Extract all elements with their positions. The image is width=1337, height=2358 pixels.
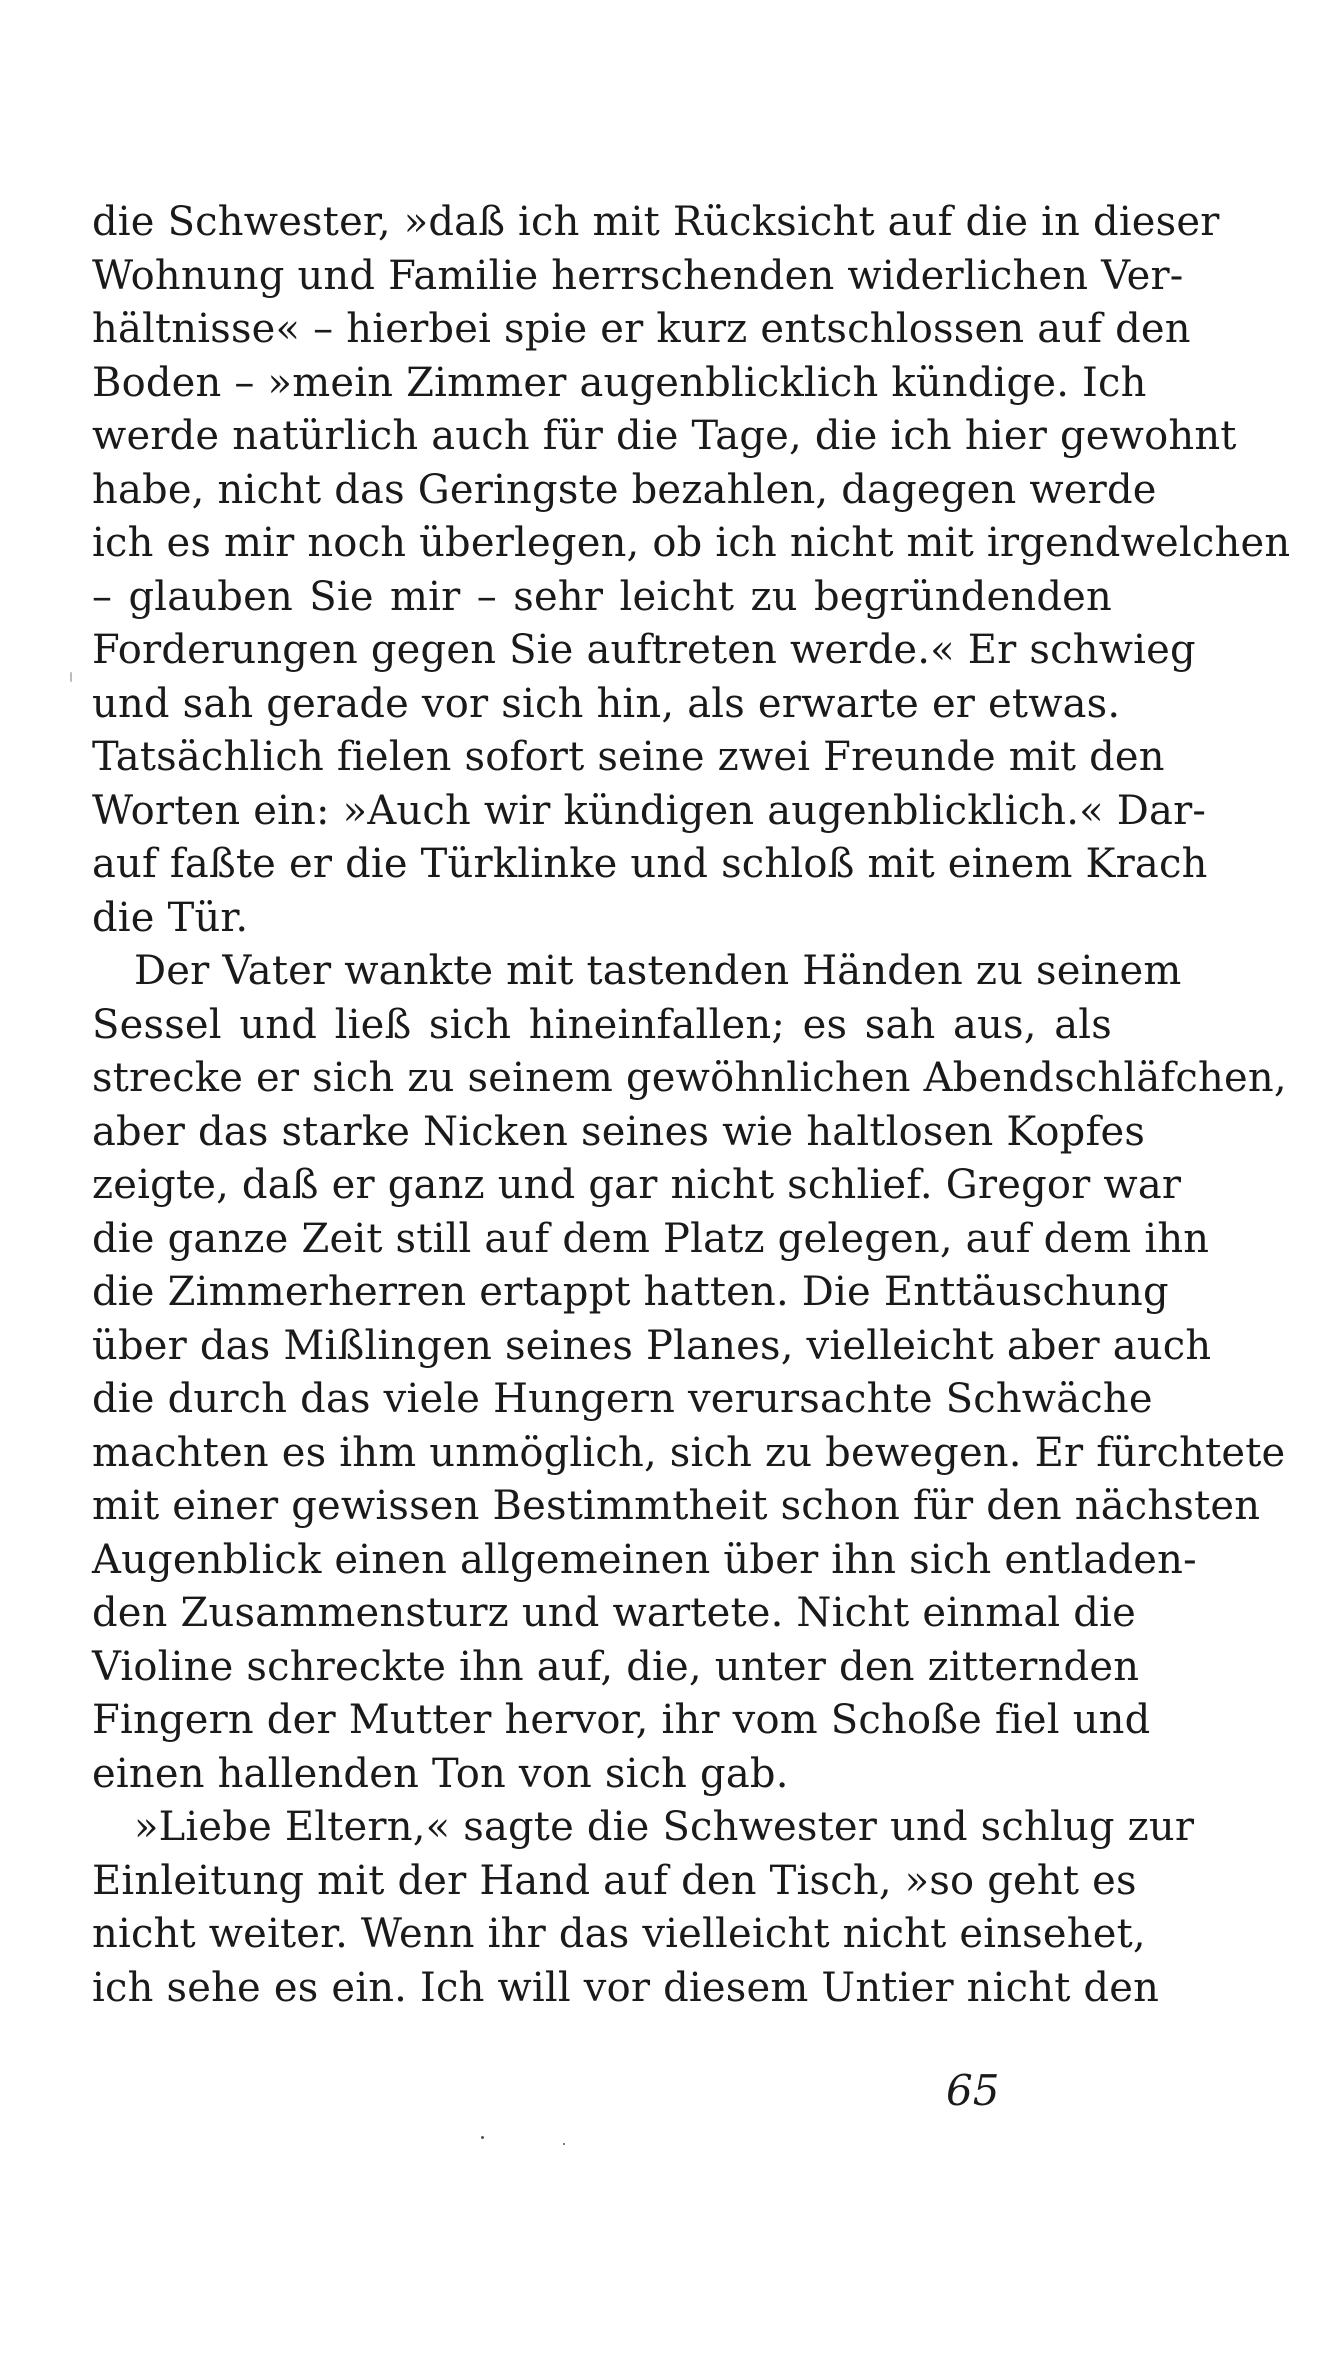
text-line: mit einer gewissen Bestimmtheit schon für den nächsten	[92, 1483, 1261, 1529]
text-line: strecke er sich zu seinem gewöhnlichen Abendschläfchen,	[92, 1055, 1287, 1101]
paragraph	[92, 945, 1287, 1801]
text-line: Einleitung mit der Hand auf den Tisch, »so geht es	[92, 1857, 1137, 1904]
text-line: die Zimmerherren ertappt hatten. Die Enttäuschung	[92, 1269, 1169, 1315]
text-line: aber das starke Nicken seines wie haltlosen Kopfes	[92, 1108, 1146, 1155]
paragraph	[92, 1801, 1195, 2015]
text-line: werde natürlich auch für die Tage, die ich hier gewohnt	[92, 413, 1237, 459]
text-line: Boden – »mein Zimmer augenblicklich kündige. Ich	[92, 359, 1147, 406]
text-line: einen hallenden Ton von sich gab.	[92, 1750, 789, 1797]
page-number: 65	[946, 2066, 1000, 2115]
paper-speck	[481, 2136, 484, 2139]
text-line: Fingern der Mutter hervor, ihr vom Schoße fiel und	[92, 1697, 1151, 1743]
paragraph	[92, 196, 1291, 945]
text-line: Augenblick einen allgemeinen über ihn sich entladen-	[92, 1536, 1197, 1583]
text-line: über das Mißlingen seines Planes, vielleicht aber auch	[92, 1322, 1212, 1369]
text-line: ich es mir noch überlegen, ob ich nicht mit irgendwelchen	[92, 520, 1291, 566]
text-line: Sessel und ließ sich hineinfallen; es sah aus, als	[92, 1001, 1112, 1048]
body-text	[92, 196, 1291, 2015]
text-line: hältnisse« – hierbei spie er kurz entschlossen auf den	[92, 306, 1191, 352]
text-line: habe, nicht das Geringste bezahlen, dagegen werde	[92, 466, 1157, 513]
text-line: Forderungen gegen Sie auftreten werde.« Er schwieg	[92, 627, 1196, 673]
margin-mark	[70, 672, 72, 682]
text-line: auf faßte er die Türklinke und schloß mit einem Krach	[92, 841, 1208, 887]
text-line: – glauben Sie mir – sehr leicht zu begründenden	[92, 573, 1112, 620]
text-line: ich sehe es ein. Ich will vor diesem Untier nicht den	[92, 1964, 1160, 2011]
text-line: machten es ihm unmöglich, sich zu bewegen. Er fürchtete	[92, 1429, 1286, 1476]
text-line: Wohnung und Familie herrschenden widerlichen Ver-	[92, 252, 1184, 299]
text-line: die Schwester, »daß ich mit Rücksicht auf die in dieser	[92, 199, 1220, 245]
text-line: und sah gerade vor sich hin, als erwarte er etwas.	[92, 680, 1121, 727]
text-line: zeigte, daß er ganz und gar nicht schlief. Gregor war	[92, 1162, 1182, 1208]
text-line: die Tür.	[92, 894, 249, 941]
text-line: Tatsächlich fielen sofort seine zwei Freunde mit den	[92, 734, 1165, 780]
text-line: die durch das viele Hungern verursachte Schwäche	[92, 1376, 1153, 1422]
text-line: nicht weiter. Wenn ihr das vielleicht nicht einsehet,	[92, 1911, 1146, 1957]
text-line: »Liebe Eltern,« sagte die Schwester und schlug zur	[134, 1804, 1195, 1850]
text-line: den Zusammensturz und wartete. Nicht einmal die	[92, 1590, 1136, 1636]
text-line: Der Vater wankte mit tastenden Händen zu seinem	[134, 948, 1182, 994]
paper-speck	[563, 2143, 565, 2145]
text-line: Worten ein: »Auch wir kündigen augenblicklich.« Dar-	[92, 787, 1207, 834]
text-line: die ganze Zeit still auf dem Platz gelegen, auf dem ihn	[92, 1215, 1210, 1262]
text-line: Violine schreckte ihn auf, die, unter den zitternden	[92, 1643, 1140, 1690]
